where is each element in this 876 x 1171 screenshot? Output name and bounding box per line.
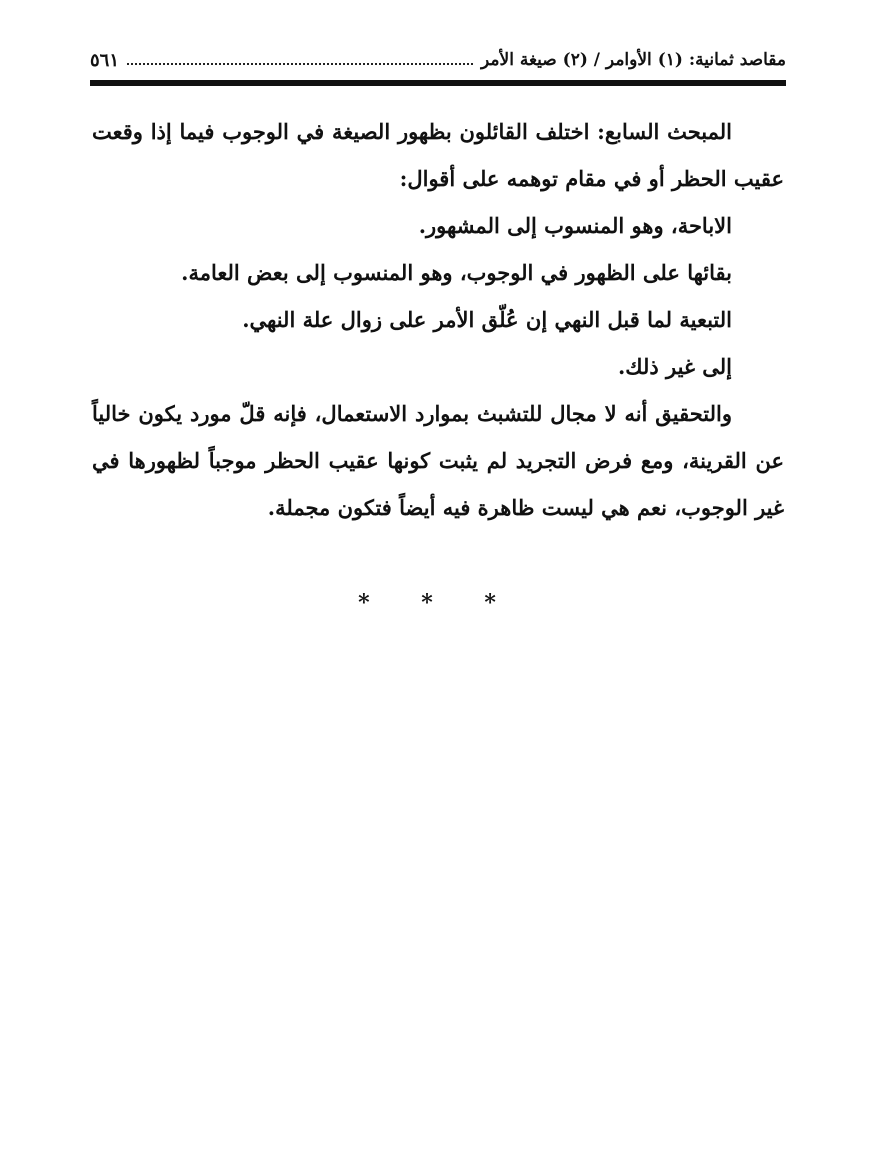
header-dot-leader [127,63,473,65]
paragraph-opinion-3: التبعية لما قبل النهي إن عُلّق الأمر على زوال علة النهي. [242,307,732,332]
running-header-title: مقاصد ثمانية: (١) الأوامر / (٢) صيغة الأمر [481,50,786,70]
paragraph-intro: المبحث السابع: اختلف القائلون بظهور الصيغة في الوجوب فيما إذا وقعت عقيب الحظر أو في مقام توهمه على أقوال: [92,119,784,191]
body-text [92,108,784,531]
paragraph-conclusion: والتحقيق أنه لا مجال للتشبث بموارد الاستعمال، فإنه قلّ مورد يكون خالياً عن القرينة، ومع فرض التجريد لم يثبت كونها عقيب الحظر موجباً لظهورها في غير الوجوب، نعم هي ليست ظاهرة فيه أيضاً فتكون مجملة. [92,401,784,520]
running-header [90,40,786,80]
paragraph-opinion-2: بقائها على الظهور في الوجوب، وهو المنسوب إلى بعض العامة. [181,260,732,285]
header-rule [90,80,786,86]
section-separator: * * * [358,590,518,616]
paragraph-opinion-1: الاباحة، وهو المنسوب إلى المشهور. [418,213,732,238]
paragraph-opinion-4: إلى غير ذلك. [617,354,732,379]
page-number: ٥٦١ [90,49,120,71]
